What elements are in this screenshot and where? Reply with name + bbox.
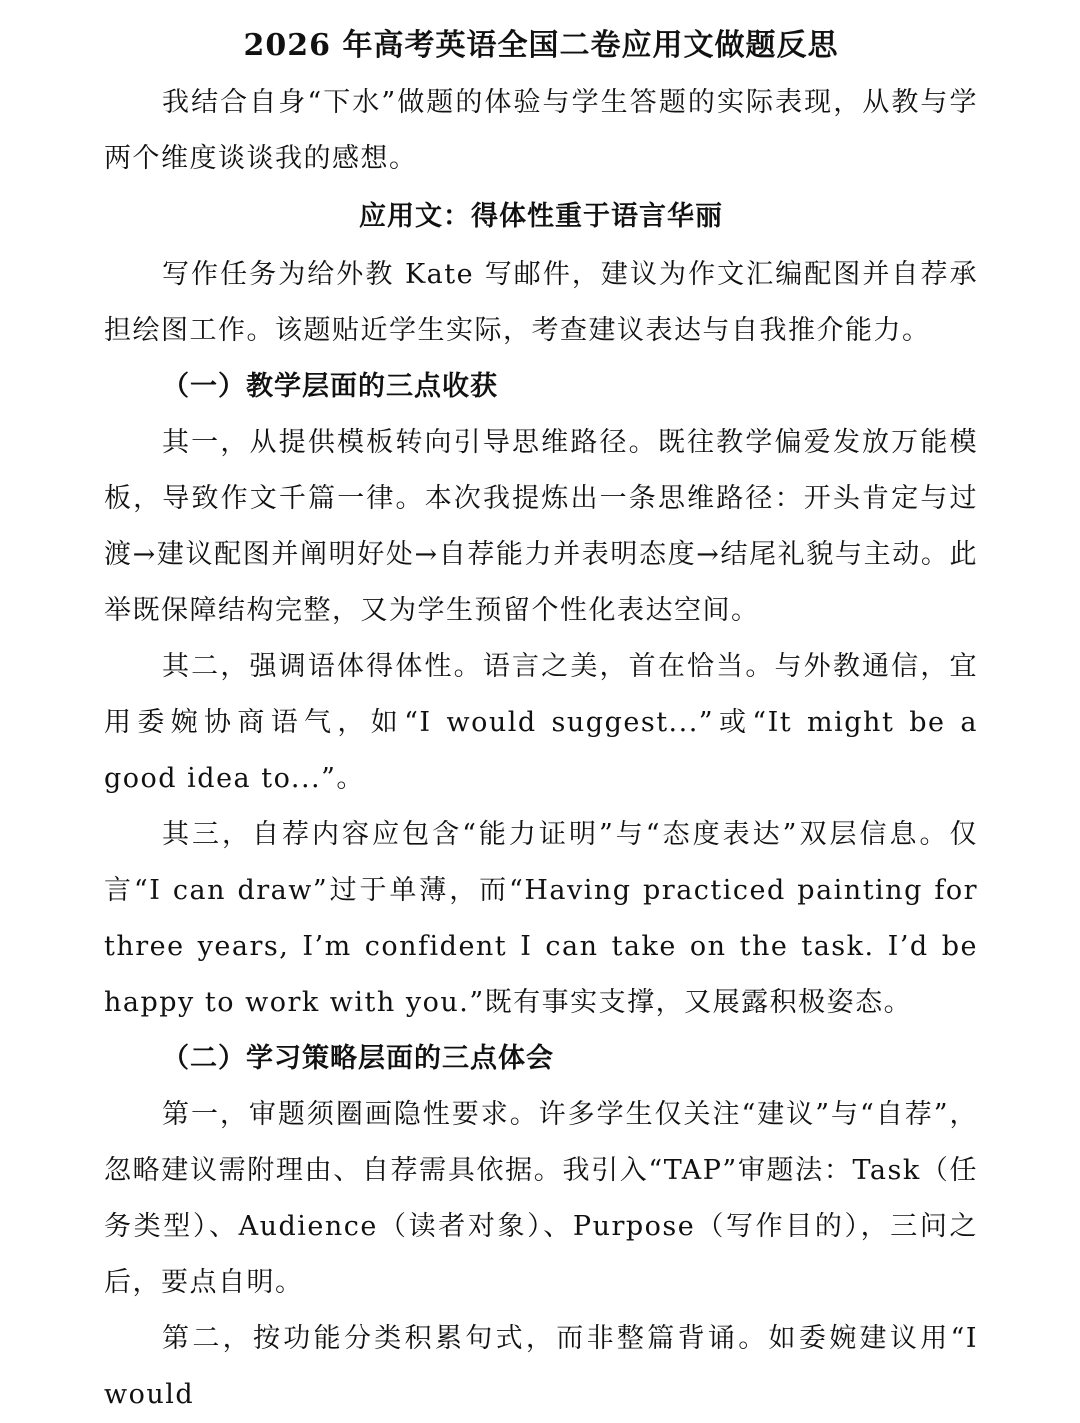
document-page [104, 14, 978, 1423]
teaching-point-1: 其一，从提供模板转向引导思维路径。既往教学偏爱发放万能模板，导致作文千篇一律。本次我提炼出一条思维路径：开头肯定与过渡→建议配图并阐明好处→自荐能力并表明态度→结尾礼貌与主动。此举既保障结构完整，又为学生预留个性化表达空间。 [104, 427, 978, 626]
subsection-heading-learning: （二）学习策略层面的三点体会 [162, 1043, 554, 1074]
task-paragraph: 写作任务为给外教 Kate 写邮件，建议为作文汇编配图并自荐承担绘图工作。该题贴近学生实际，考查建议表达与自我推介能力。 [104, 259, 978, 346]
intro-paragraph: 我结合自身“下水”做题的体验与学生答题的实际表现，从教与学两个维度谈谈我的感想。 [104, 87, 978, 174]
section-heading: 应用文：得体性重于语言华丽 [359, 201, 723, 232]
document-title: 2026 年高考英语全国二卷应用文做题反思 [243, 28, 839, 63]
teaching-point-3: 其三，自荐内容应包含“能力证明”与“态度表达”双层信息。仅言“I can draw”过于单薄，而“Having practiced painting for three years, I’m confident I can take on the task. I’d be happy to work with you.”既有事实支撑，又展露积极姿态。 [104, 819, 978, 1018]
subsection-heading-teaching: （一）教学层面的三点收获 [162, 371, 498, 402]
learning-point-1: 第一，审题须圈画隐性要求。许多学生仅关注“建议”与“自荐”，忽略建议需附理由、自荐需具依据。我引入“TAP”审题法：Task（任务类型）、Audience（读者对象）、Purpose（写作目的），三问之后，要点自明。 [104, 1099, 978, 1298]
learning-point-2: 第二，按功能分类积累句式，而非整篇背诵。如委婉建议用“I would [104, 1323, 978, 1410]
teaching-point-2: 其二，强调语体得体性。语言之美，首在恰当。与外教通信，宜用委婉协商语气，如“I would suggest...”或“It might be a good idea to...”。 [104, 651, 978, 794]
